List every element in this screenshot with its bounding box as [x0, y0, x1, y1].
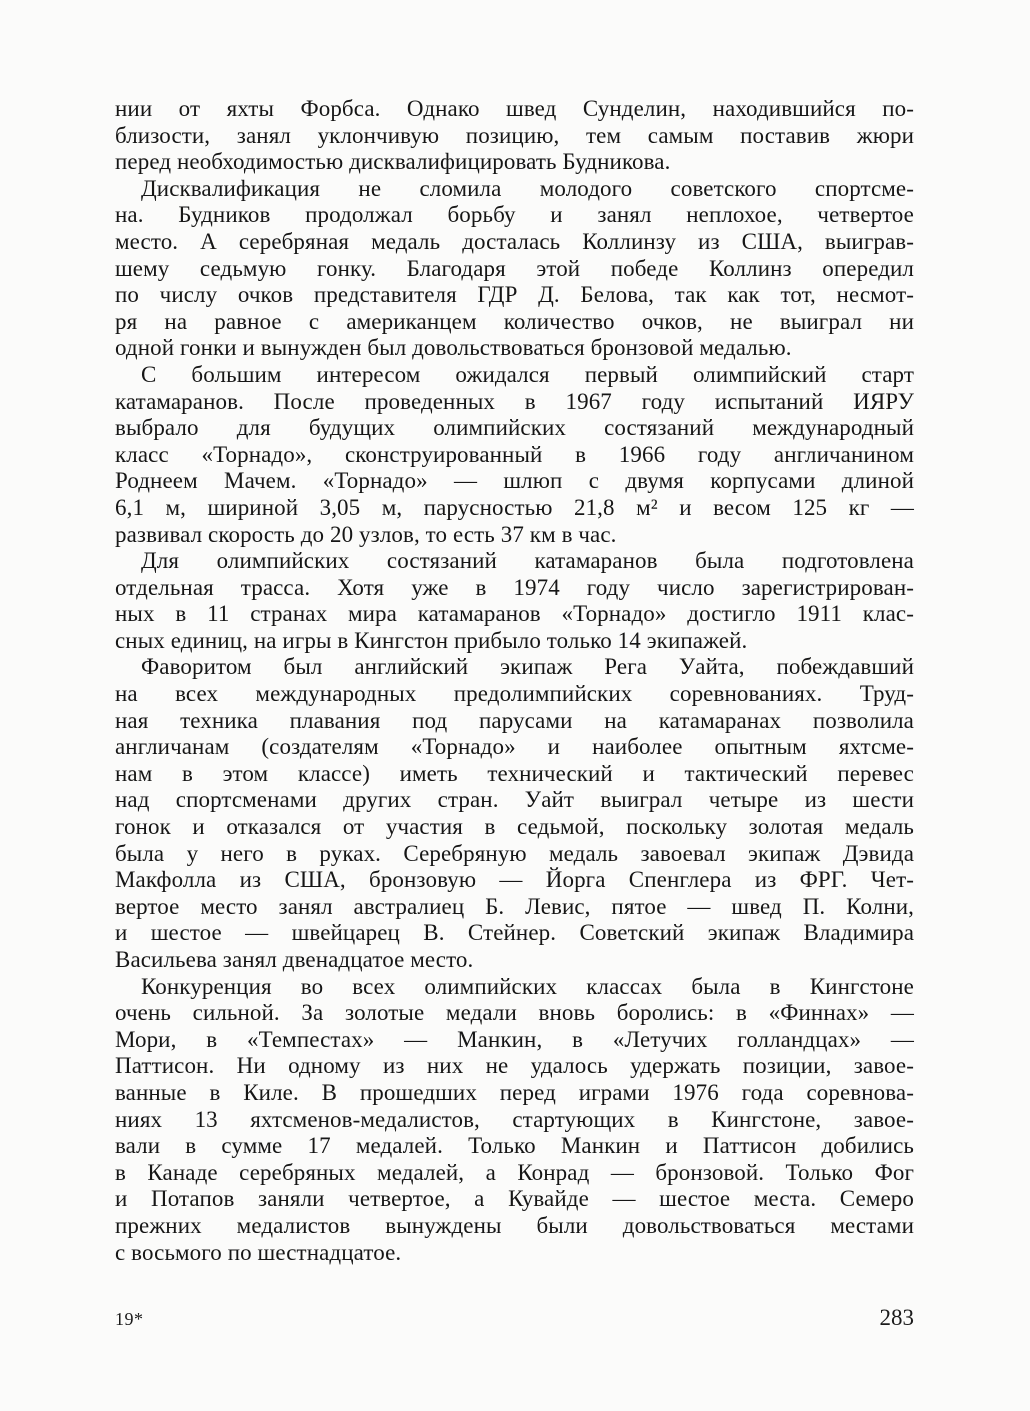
paragraph	[115, 974, 914, 1267]
text-line: отдельная трасса. Хотя уже в 1974 году число зарегистрирован-	[115, 574, 914, 600]
text-line: очень сильной. За золотые медали вновь боролись: в «Финнах» —	[115, 1000, 914, 1026]
text-line: с восьмого по шестнадцатое.	[115, 1239, 402, 1265]
text-line: близости, занял уклончивую позицию, тем самым поставив жюри	[115, 122, 914, 148]
text-line: выбрало для будущих олимпийских состязаний международный	[115, 415, 914, 441]
paragraph	[115, 96, 914, 176]
text-line: Дисквалификация не сломила молодого советского спортсме-	[141, 175, 914, 201]
text-line: вали в сумме 17 медалей. Только Манкин и Паттисон добились	[115, 1133, 914, 1159]
text-line: Макфолла из США, бронзовую — Йорга Спенглера из ФРГ. Чет-	[115, 867, 914, 893]
text-line: нии от яхты Форбса. Однако швед Сунделин, находившийся по-	[115, 96, 914, 121]
text-line: по числу очков представителя ГДР Д. Белова, так как тот, несмот-	[115, 282, 914, 308]
text-line: англичанам (создателям «Торнадо» и наиболее опытным яхтсме-	[115, 734, 914, 760]
page-number: 283	[879, 1305, 914, 1330]
text-line: на всех международных предолимпийских соревнованиях. Труд-	[115, 681, 914, 707]
text-line: Васильева занял двенадцатое место.	[115, 947, 474, 972]
text-line: Паттисон. Ни одному из них не удалось удержать позиции, завое-	[115, 1053, 914, 1079]
text-line: Конкуренция во всех олимпийских классах была в Кингстоне	[141, 973, 914, 999]
text-line: развивал скорость до 20 узлов, то есть 37 км в час.	[115, 521, 617, 547]
text-line: катамаранов. После проведенных в 1967 году испытаний ИЯРУ	[115, 388, 914, 414]
text-line: класс «Торнадо», сконструированный в 1966 году англичанином	[115, 441, 914, 467]
text-line: и шестое — швейцарец В. Стейнер. Советский экипаж Владимира	[115, 920, 914, 946]
text-line: прежних медалистов вынуждены были довольствоваться местами	[115, 1212, 914, 1238]
signature-mark: 19*	[115, 1309, 144, 1329]
text-line: Фаворитом был английский экипаж Рега Уайта, побеждавший	[141, 654, 914, 680]
text-line: ванные в Киле. В прошедших перед играми 1976 года соревнова-	[115, 1079, 914, 1105]
text-line: Для олимпийских состязаний катамаранов была подготовлена	[141, 548, 914, 574]
text-line: Роднеем Мачем. «Торнадо» — шлюп с двумя корпусами длиной	[115, 468, 914, 494]
page-footer	[115, 1305, 914, 1331]
page-text	[115, 96, 914, 1266]
text-line: Мори, в «Темпестах» — Манкин, в «Летучих голландцах» —	[115, 1026, 914, 1052]
text-line: одной гонки и вынужден был довольствоваться бронзовой медалью.	[115, 335, 792, 361]
text-line: ря на равное с американцем количество очков, не выиграл ни	[115, 308, 914, 334]
text-line: вертое место занял австралиец Б. Левис, пятое — швед П. Колни,	[115, 893, 914, 919]
text-line: в Канаде серебряных медалей, а Конрад — бронзовой. Только Фог	[115, 1159, 914, 1185]
text-line: гонок и отказался от участия в седьмой, поскольку золотая медаль	[115, 814, 914, 840]
text-line: и Потапов заняли четвертое, а Кувайде — шестое места. Семеро	[115, 1186, 914, 1212]
text-line: перед необходимостью дисквалифицировать Будникова.	[115, 149, 671, 175]
text-line: над спортсменами других стран. Уайт выиграл четыре из шести	[115, 787, 914, 813]
text-line: сных единиц, на игры в Кингстон прибыло только 14 экипажей.	[115, 627, 748, 653]
text-line: ниях 13 яхтсменов-медалистов, стартующих в Кингстоне, завое-	[115, 1106, 914, 1132]
text-line: была у него в руках. Серебряную медаль завоевал экипаж Дэвида	[115, 840, 914, 866]
text-line: ная техника плавания под парусами на катамаранах позволила	[115, 707, 914, 733]
text-line: шему седьмую гонку. Благодаря этой победе Коллинз опередил	[115, 255, 914, 281]
paragraph	[115, 548, 914, 654]
text-line: ных в 11 странах мира катамаранов «Торнадо» достигло 1911 клас-	[115, 601, 914, 627]
paragraph	[115, 362, 914, 548]
text-line: на. Будников продолжал борьбу и занял неплохое, четвертое	[115, 202, 914, 228]
text-line: место. А серебряная медаль досталась Коллинзу из США, выиграв-	[115, 228, 914, 254]
text-line: 6,1 м, шириной 3,05 м, парусностью 21,8 м² и весом 125 кг —	[115, 494, 914, 520]
text-line: С большим интересом ожидался первый олимпийский старт	[141, 361, 914, 387]
text-line: нам в этом классе) иметь технический и тактический перевес	[115, 760, 914, 786]
paragraph	[115, 176, 914, 362]
paragraph	[115, 654, 914, 973]
